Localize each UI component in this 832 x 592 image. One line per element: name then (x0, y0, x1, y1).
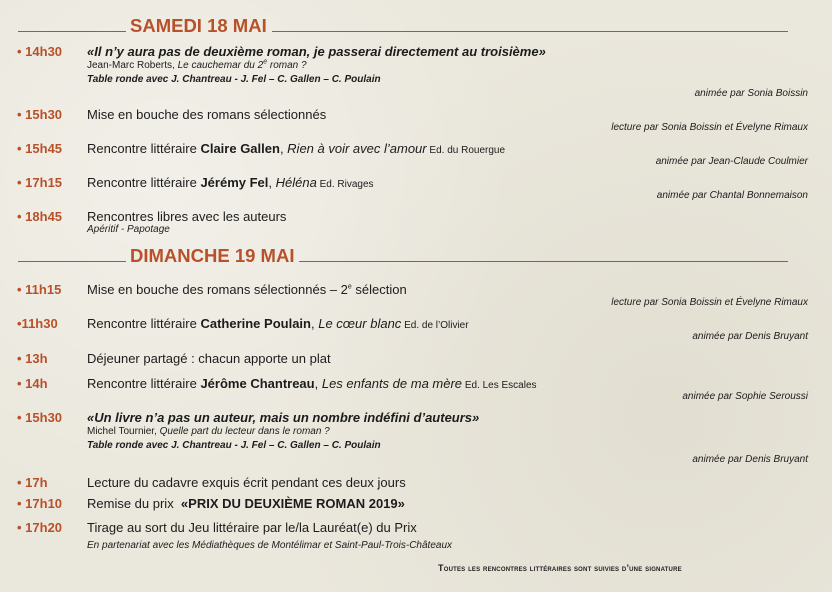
event-reference: Jean-Marc Roberts, Le cauchemar du 2e roman ? (87, 58, 307, 71)
event-time: • 17h10 (17, 496, 63, 511)
day-header-saturday (18, 12, 788, 36)
event-credit: animée par Sonia Boissin (694, 88, 808, 99)
event-text: Mise en bouche des romans sélectionnés (87, 107, 327, 122)
event-credit: lecture par Sonia Boissin et Évelyne Rimaux (611, 122, 808, 133)
event-text: Déjeuner partagé : chacun apporte un plat (87, 351, 331, 366)
book-title: Héléna (275, 175, 317, 190)
event-time: • 11h15 (17, 282, 62, 297)
event-credit: animée par Sophie Seroussi (682, 391, 808, 402)
event-credit: animée par Chantal Bonnemaison (656, 190, 808, 201)
event-time: • 17h20 (17, 520, 63, 535)
event-subtext: Apéritif - Papotage (87, 224, 170, 235)
event-text: Mise en bouche des romans sélectionnés – 2e sélection (87, 282, 407, 297)
day-header-sunday (18, 242, 788, 266)
event-time: • 15h30 (17, 107, 63, 122)
event-text: Tirage au sort du Jeu littéraire par le/la Lauréat(e) du Prix (87, 520, 417, 535)
event-time: • 17h15 (17, 175, 63, 190)
reference-title: Quelle part du lecteur dans le roman ? (159, 426, 330, 437)
book-title: Les enfants de ma mère (321, 376, 463, 391)
event-time: •11h30 (17, 316, 58, 331)
header-rule-right (272, 31, 788, 32)
event-time: • 18h45 (17, 209, 63, 224)
event-text: Remise du prix «PRIX DU DEUXIÈME ROMAN 2019» (87, 496, 405, 511)
event-time: • 14h (17, 376, 48, 391)
event-text: Rencontres libres avec les auteurs (87, 209, 287, 224)
event-time: • 13h (17, 351, 48, 366)
event-credit: animée par Denis Bruyant (692, 454, 808, 465)
event-credit: animée par Jean-Claude Coulmier (655, 156, 808, 167)
reference-title: Le cauchemar du 2e roman ? (177, 58, 307, 71)
partnership-note: En partenariat avec les Médiathèques de Montélimar et Saint-Paul-Trois-Châteaux (87, 540, 452, 551)
event-text: Rencontre littéraire Jérôme Chantreau, Les enfants de ma mère Ed. Les Escales (87, 376, 537, 391)
event-text: Lecture du cadavre exquis écrit pendant ces deux jours (87, 475, 406, 490)
event-credit: lecture par Sonia Boissin et Évelyne Rimaux (611, 297, 808, 308)
author-name: Claire Gallen (200, 141, 280, 156)
prize-name: «PRIX DU DEUXIÈME ROMAN 2019» (180, 496, 405, 511)
book-title: Le cœur blanc (318, 316, 402, 331)
event-time: • 14h30 (17, 44, 63, 59)
event-text: Rencontre littéraire Catherine Poulain, Le cœur blanc Ed. de l’Olivier (87, 316, 469, 331)
header-rule-left (18, 31, 126, 32)
publisher: Ed. du Rouergue (426, 145, 506, 156)
event-time: • 17h (17, 475, 48, 490)
event-text: Rencontre littéraire Jérémy Fel, Héléna Ed. Rivages (87, 175, 374, 190)
event-reference: Michel Tournier, Quelle part du lecteur dans le roman ? (87, 426, 330, 437)
header-rule-right (299, 261, 788, 262)
author-name: Jérôme Chantreau (200, 376, 315, 391)
author-name: Catherine Poulain (200, 316, 311, 331)
event-quote: «Il n’y aura pas de deuxième roman, je passerai directement au troisième» (87, 44, 546, 59)
publisher: Ed. Rivages (316, 179, 374, 190)
header-rule-left (18, 261, 126, 262)
publisher: Ed. de l’Olivier (401, 320, 469, 331)
book-title: Rien à voir avec l’amour (287, 141, 427, 156)
event-text: Rencontre littéraire Claire Gallen, Rien à voir avec l’amour Ed. du Rouergue (87, 141, 506, 156)
event-round-table: Table ronde avec J. Chantreau - J. Fel – C. Gallen – C. Poulain (87, 440, 381, 451)
event-time: • 15h30 (17, 410, 63, 425)
day-title-saturday: SAMEDI 18 MAI (130, 15, 267, 36)
event-time: • 15h45 (17, 141, 63, 156)
day-title-sunday: DIMANCHE 19 MAI (130, 245, 295, 266)
event-credit: animée par Denis Bruyant (692, 331, 808, 342)
event-round-table: Table ronde avec J. Chantreau - J. Fel – C. Gallen – C. Poulain (87, 74, 381, 85)
event-quote: «Un livre n’a pas un auteur, mais un nombre indéfini d’auteurs» (87, 410, 480, 425)
footer-note: Toutes les rencontres littéraires sont suivies d’une signature (438, 563, 682, 573)
publisher: Ed. Les Escales (462, 380, 537, 391)
author-name: Jérémy Fel (200, 175, 269, 190)
